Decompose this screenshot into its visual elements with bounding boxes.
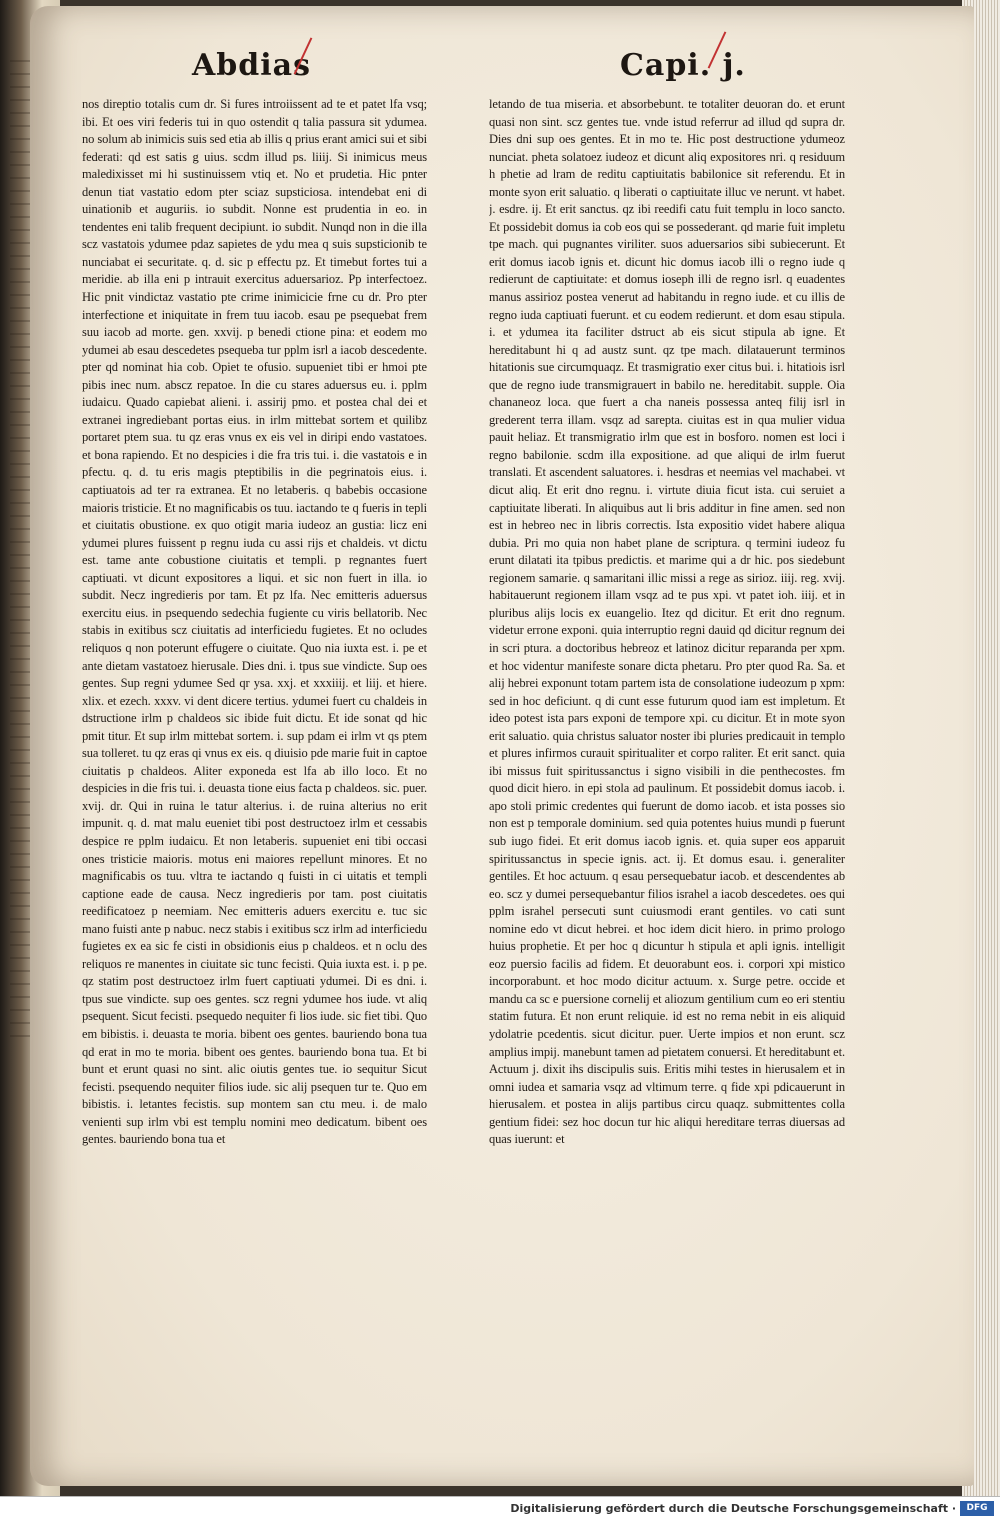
running-head-right (620, 48, 746, 83)
text-column-left (82, 96, 427, 1238)
running-head-left-text: Abdias (192, 48, 311, 83)
column-text: letando de tua miseria. et absorbebunt. te totaliter deuoran do. et erunt quasi non sint. scz gentes tue. vnde istud referrur ad illud qd supra dr. Dies dni sup oes gentes. Et in mo te. Hic post destructione ydumeoz nunciat. pheta solatoez iudeoz et dicunt aliq expositores nri. q residuum h phetie ad lram de reditu captiuitatis babilonice sit referendu. Et in monte syon erit saluatio. q liberati o captiuitate illuc ve nerunt. vt habet. j. esdre. ij. Et erit sanctus. qz ibi reedifi catu fuit templu in loco sancto. Et possidebit domus ia cob eos qui se possederant. qd marie fuit impletu tpe mach. qui pugnantes viriliter. suos aduersarios sibi subiecerunt. Et erit domus iacob ignis et. dicunt hic domus iacob illi o regno iude q redierunt de captiuitate: et domus ioseph illi de regno isrl. q euadentes manus assirioz postea venerut ad habitandu in regno iude. et cu illis de regno iuda captiuati fuerunt. et cu eodem redierunt. et dom esau stipula. i. et ydumea ita faciliter dstruct ab eis sicut stipula ab igne. Et hereditabunt hi q ad austz sunt. qz tpe mach. dilatauerunt terminos hitationis sue circumquaqz. Et trasmigratio exer citus bui. i. hitatiois isrl que de regno iude transmigrauert in babilo ne. hereditabit. supple. Oia chananeoz loca. que fuert a cha naneis possessa anteq filij isrl in grederent terra illam. vsqz ad sarepta. ciuitas est in qua mulier vidua pauit heliaz. Et transmigratio irlm que est in bosforo. nomen est loci i regno babilonie. scdm illa expositione. ad que aliqui de irlm fuerut translati. Et ascendent saluatores. i. hesdras et neemias vel machabei. vt dicut aliq. Et erit dno regnu. i. virtute diuia ficut ista. cui seruiet a captiuitate liberati. In aliquibus aut li bris additur in fine amen. sed non est in hebreo nec in libris correctis. Ista expositio videt habere aliqua dubia. Pri mo quia non habet plane de scriptura. q termini iudeoz fu erunt dilatati ita tpibus predictis. et marime qui a dr hic. pos siedebunt regionem samarie. q samaritani illic missi a rege as sirioz. iiij. reg. xvij. habitauerunt regionem illam vsqz ad te pus xpi. vt patet ioh. iiij. et in pluribus alijs locis ex euangelio. Itez qd dicitur. Et erit dno regnum. videtur errone exponi. quia interruptio regni dauid qd dicitur regnum dei in scri ptura. a doctoribus hebreoz et latinoz dicitur reparanda per xpm. et hoc videntur manifeste sonare dicta phetaru. Pro pter quod Ra. Sa. et alij hebrei exponunt totam partem ista de consolatione iudeozum p xpm: sed in hoc deficiunt. q di cunt esse futurum quod iam est impletum. Et ideo potest ista pars exponi de tempore xpi. cu dicitur. Et in mote syon erit saluatio. quia christus saluator noster ibi pluries predicauit in templo et plures infirmos curauit spiritualiter et corpo raliter. Et erit sanct. quia ibi missus fuit spiritussanctus i signo visibili in die penthecostes. fm quod dicit hiero. in epi stola ad paulinum. Et possidebit domus iacob. i. apo stoli primic credentes qui fuerunt de domo iacob. et ista posses sio non est p temporale dominium. sed quia potentes huius mundi p fuerunt sub iugo fidei. Et erit domus iacob ignis. et. quia super eos apparuit spiritussanctus in specie ignis. act. ij. Et domus esau. i. generaliter gentiles. Et hoc actuum. q esau persequebatur iacob. et descendentes ab eo. scz y dumei persequebantur filios israhel a iacob descedetes. oes qui pplm israhel persecuti sunt cuiusmodi erant gentiles. vo cati sunt nomine edo vt dicut hebrei. et hoc idem dicit hiero. in primo prologo huius prophetie. Et per hoc q dicuntur h stipula et apli ignis. intelligit eoz puersio facilis ad fidem. Et deuorabunt eos. i. corpori xpi mistico incorporabunt. et hoc modo dicitur actuum. x. Surge petre. occide et mandu ca sc e puersione cornelij et aliozum gentilium cum eo eri stentiu statim futura. Et non erunt reliquie. id est no rema nebit in eis aliquid ydolatrie pcedentis. sicut dicitur. puer. Uerte impios et non erunt. scz amplius impij. manebunt tamen ad pietatem conuersi. Et hereditabunt et. Actuum j. dixit ihs discipulis suis. Eritis mihi testes in hierusalem et in omni iudea et samaria vsqz ad vltimum terre. q fide xpi pdicauerunt in hierusalem. et postea in alijs partibus circu quaqz. submittentes colla gentium fidei: sez hoc docun tur hic aliqui hereditare terras diuersas ad quas iuerunt: et (489, 97, 845, 1147)
dfg-logo: DFG (960, 1501, 994, 1516)
running-head-right-text: Capi. j. (620, 48, 746, 83)
funding-credit: Digitalisierung gefördert durch die Deutsche Forschungsgemeinschaft · (510, 1502, 956, 1515)
column-text: nos direptio totalis cum dr. Si fures introiissent ad te et patet lfa vsq; ibi. Et oes viri federis tui in quo ostendit q talia passura sit ydumea. no solum ab inimicis suis sed etia ab illis q prius erant amici sui et sibi federati: qd est satis g uius. scdm illud ps. liiij. Si inimicus meus maledixisset mi hi sustinuissem vtiq et. No et prudetia. Hic pnter denun tiat vastatio edom pter sciaz supsticiosa. intendebat eni di uinationib et auguriis. io subdit. Nonne est prudentia in eo. in tendentes eni talib frequent decipiunt. io subdit. Nunqd non in die illa scz vastatois ydumee pdaz sapietes de ydu mea q suis supsticionib te nunciabat ei securitate. q. d. sic p effectu pz. Et timebut fortes tui a meridie. ab illa eni p intrauit exercitus aduersarioz. Pp interfectoez. Hic pnit vindictaz vastatio pte crime inimicicie frne cu dr. Pro pter interfectione et iniquitate in frem tuu iacob. esau pe psequebat frem suu iacob ad morte. gen. xxvij. p benedi ctione pina: et eodem mo ydumei ab esau descedetes psequeba tur pplm isrl a iacob descedente. pter qd nominat hia cob. Opiet te ofusio. supueniet tibi er hmoi pte pibis inec num. abscz repatoe. In die cu stares aduersus eu. i. pplm iudaicu. Quado capiebat alieni. i. assirij pmo. et postea chal dei et extranei ingrediebant portas eius. in irlm mittebat sortem et quilibz portaret ptem sua. tu qz eras vnus ex eis vel in diripi endo vastatoes. et bona rapiendo. Et no despicies i die fra tris tui. i. die vastatois e in pfectu. q. d. tu eris magis pteptibilis in die pegrinatois eius. i. captiuatois ad ter ra extranea. Et no letaberis. q babebis occasione maioris tristicie. Et no magnificabis os tuu. iactando te q fueris in tepli et ciuitatis obustione. ex quo otigit maria iudeoz an gustia: licz eni ydumei plures fuissent p regnu iuda cu assi rijs et chaldeis. vt dictu est. tame ante cobustione ciuitatis et templi. p regnantes fuert captiuati. vt dicunt expositores a liqui. et sic non fuert in illa. io subdit. Necz ingredieris por tam. Et pz lfa. Nec emitteris aduersus exercitu eius. in psequendo sedechia fugiente cu viris bellatorib. Nec stabis in exitibus scz ciuitatis ad interficiedu fugietes. Et no ocludes reliquos q non poterunt effugere o ciuitate. Quo nia iuxta est. i. pe et ante dietam vastatoez hierusale. Dies dni. i. tpus sue vindicte. Sup oes gentes. Sup regni ydumee Sed qr ysa. xxj. et xxxiiij. et liij. et hiere. xlix. et ezech. xxxv. vi dent dicere tertius. ydumei fuert cu chaldeis in dstructione irlm p chaldeos sic ibide fuit dictu. Et ide sonat qd hic pmit titur. Et sup irlm mittebat sortem. i. sup pdam ei irlm vt qs ptem sua tolleret. tu qz eras qi vnus ex eis. q diuisio pde marie fuit in captoe ciuitatis p chaldeos. Aliter exponeda est lfa ab illo loco. Et no despicies in die fris tui. i. deuasta tione eius facta p chaldeos. sic. puer. xvij. dr. Qui in ruina le tatur alterius. i. de ruina alterius no erit impunit. q. d. mat malu eueniet tibi post destructoez irlm et cessabis despice re pplm iudaicu. Et non letaberis. supueniet eni tibi occasi ones tristicie maioris. motus eni maiores repellunt minores. Et no magnificabis os tuu. vltra te iactando q fuisti in ci uitatis et templi captione eade de causa. Necz ingredieris por tam. post ciuitatis reedificatoez p neemiam. Nec emitteris aduers exercitu e. tuc sic mano fuisti ante p nabuc. necz stabis i exitibus scz irlm ad interficiedu fugietes ex ea sic fe cisti in obsidionis eius p chaldeos. et n oclu des reliquos re manentes in ciuitate sic tunc fecisti. Quia iuxta est. i. p pe. qz statim post destructoez irlm fuert captiuati ydumei. Di es dni. i. tpus sue vindicte. sup oes gentes. scz regni ydumee hos iude. vt aliq psequent. Sicut fecisti. psequedo nequiter fi lios iude. sic fiet tibi. Quo em bibistis. i. deuasta te moria. bibent oes gentes. bauriendo bona tua qd erat in mo te moria. bibent oes gentes. bauriendo bona tua. Et bi bunt et erunt quasi no sint. alic oiutis gentes tue. io sequitur Sicut fecisti. psequendo nequiter filios iude. sic alij psequen tur te. Quo em bibistis. i. letantes fecistis. sup montem san ctu meu. i. de malo venienti sup irlm vbi est templu nomini meo dedicatum. bibent oes gentes. bauriendo bona tua et (82, 97, 427, 1147)
footer-bar (0, 1496, 1000, 1521)
text-column-right (489, 96, 845, 1230)
running-head-left (192, 48, 311, 83)
